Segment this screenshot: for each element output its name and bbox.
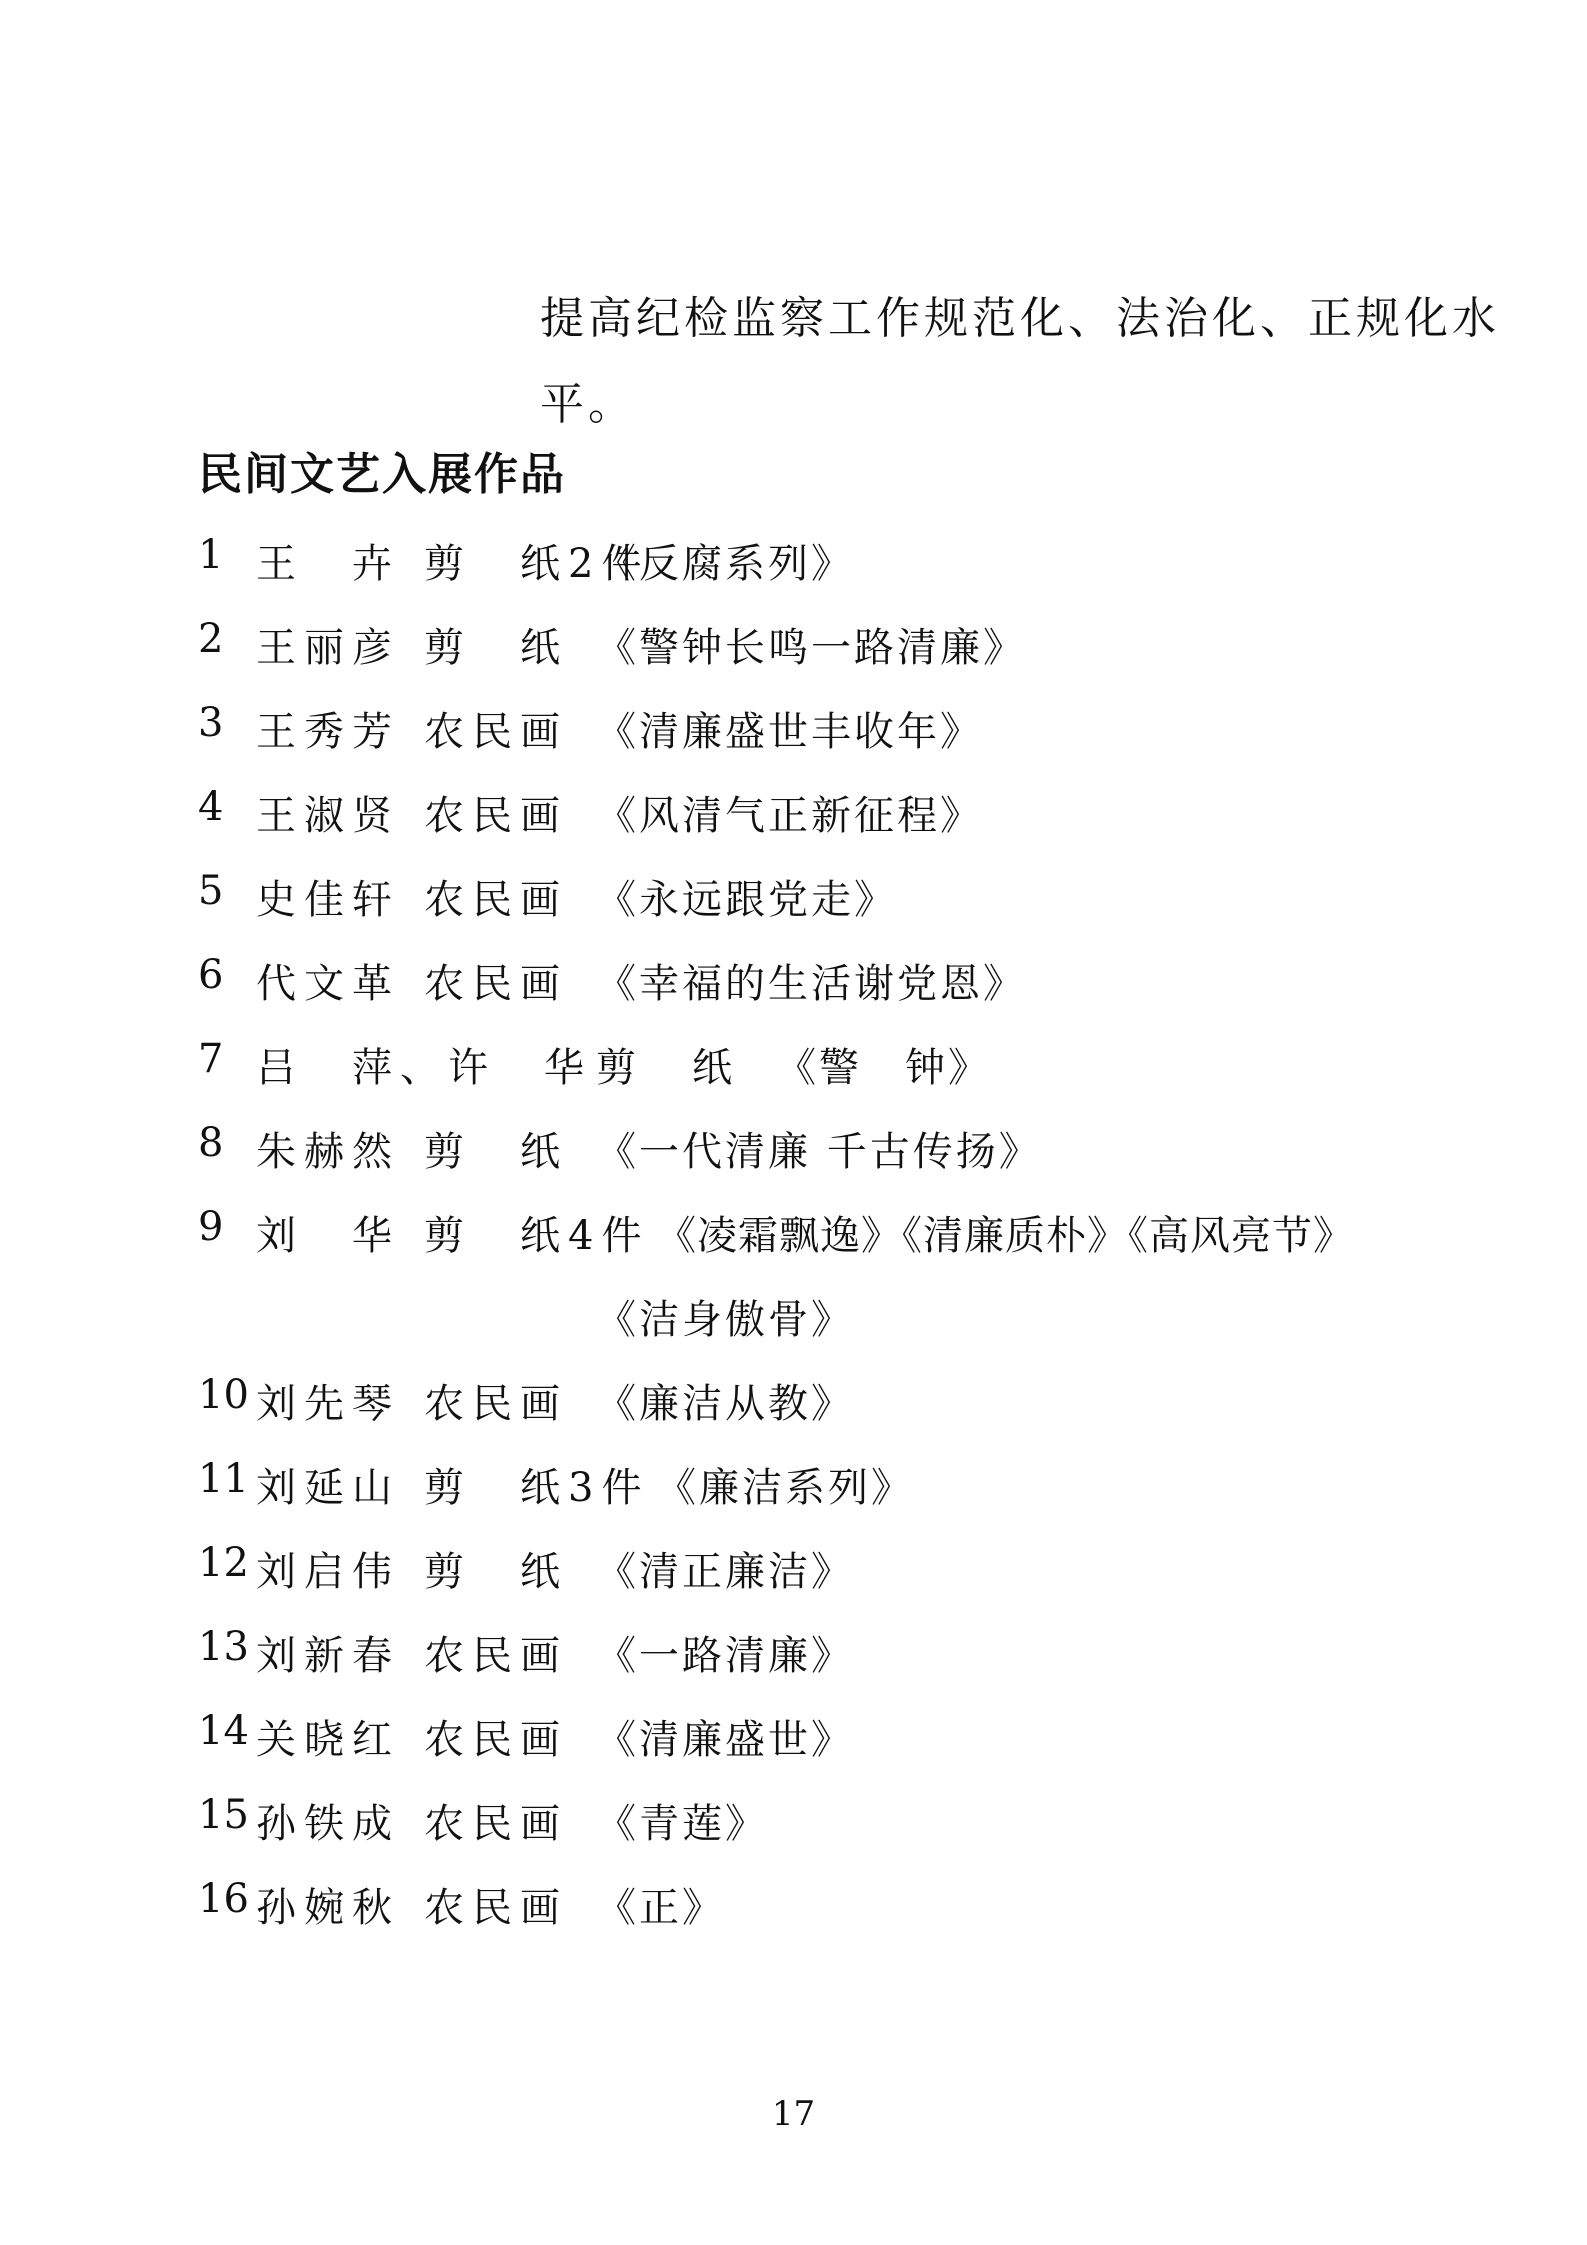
work-title: 《一路清廉》: [596, 1633, 854, 1679]
artist-name: 王丽彦: [256, 625, 400, 671]
entry-number: 15: [198, 1792, 249, 1838]
artist-name: 关晓红: [256, 1717, 400, 1763]
art-medium: 剪 纸4件: [424, 1213, 650, 1259]
work-title: 《风清气正新征程》: [596, 793, 983, 839]
entry-number: 7: [198, 1036, 224, 1082]
work-title: 《廉洁系列》: [656, 1465, 914, 1511]
art-medium: 农民画: [424, 1885, 568, 1931]
entry-number: 10: [198, 1372, 249, 1418]
entry-number: 9: [198, 1204, 224, 1250]
artist-name: 孙铁成: [256, 1801, 400, 1847]
work-title: 《警 钟》: [776, 1045, 991, 1091]
art-medium: 剪 纸: [424, 1549, 568, 1595]
artist-name: 史佳轩: [256, 877, 400, 923]
work-title-continuation: 《洁身傲骨》: [596, 1297, 854, 1343]
art-medium: 剪 纸3件: [424, 1465, 650, 1511]
artist-name: 王淑贤: [256, 793, 400, 839]
work-title: 《永远跟党走》: [596, 877, 897, 923]
art-medium: 剪 纸: [424, 625, 568, 671]
artist-name: 刘 华: [256, 1213, 400, 1259]
artist-name: 孙婉秋: [256, 1885, 400, 1931]
intro-line-1: 提高纪检监察工作规范化、法治化、正规化水: [540, 293, 1500, 344]
artist-name: 吕 萍、许 华: [256, 1045, 592, 1091]
entry-number: 12: [198, 1540, 249, 1586]
art-medium: 农民画: [424, 709, 568, 755]
work-title: 《清正廉洁》: [596, 1549, 854, 1595]
entry-number: 5: [198, 868, 224, 914]
entry-number: 4: [198, 784, 224, 830]
artist-name: 朱赫然: [256, 1129, 400, 1175]
work-title: 《反腐系列》: [596, 541, 854, 587]
art-medium: 农民画: [424, 877, 568, 923]
section-heading: 民间文艺入展作品: [198, 449, 566, 500]
work-title: 《清廉盛世》: [596, 1717, 854, 1763]
entry-number: 8: [198, 1120, 224, 1166]
art-medium: 剪 纸2件: [424, 541, 650, 587]
artist-name: 刘延山: [256, 1465, 400, 1511]
artist-name: 王秀芳: [256, 709, 400, 755]
work-title: 《警钟长鸣一路清廉》: [596, 625, 1026, 671]
artist-name: 刘先琴: [256, 1381, 400, 1427]
work-title: 《清廉盛世丰收年》: [596, 709, 983, 755]
artist-name: 王 卉: [256, 541, 400, 587]
page-number: 17: [771, 2094, 816, 2134]
entry-number: 3: [198, 700, 224, 746]
art-medium: 剪 纸: [596, 1045, 740, 1091]
entry-number: 1: [198, 532, 224, 578]
art-medium: 农民画: [424, 1717, 568, 1763]
artist-name: 刘启伟: [256, 1549, 400, 1595]
entry-number: 6: [198, 952, 224, 998]
intro-line-2: 平。: [540, 379, 636, 430]
entry-number: 13: [198, 1624, 249, 1670]
art-medium: 农民画: [424, 1801, 568, 1847]
art-medium: 农民画: [424, 961, 568, 1007]
artist-name: 刘新春: [256, 1633, 400, 1679]
work-title: 《青莲》: [596, 1801, 768, 1847]
entry-number: 14: [198, 1708, 249, 1754]
work-title: 《凌霜飘逸》《清廉质朴》《高风亮节》: [656, 1213, 1354, 1259]
entry-number: 16: [198, 1876, 249, 1922]
work-title: 《幸福的生活谢党恩》: [596, 961, 1026, 1007]
art-medium: 农民画: [424, 793, 568, 839]
art-medium: 农民画: [424, 1381, 568, 1427]
work-title: 《廉洁从教》: [596, 1381, 854, 1427]
work-title: 《正》: [596, 1885, 725, 1931]
art-medium: 剪 纸: [424, 1129, 568, 1175]
work-title: 《一代清廉 千古传扬》: [596, 1129, 1042, 1175]
artist-name: 代文革: [256, 961, 400, 1007]
entry-number: 2: [198, 616, 224, 662]
entry-number: 11: [198, 1456, 249, 1502]
art-medium: 农民画: [424, 1633, 568, 1679]
